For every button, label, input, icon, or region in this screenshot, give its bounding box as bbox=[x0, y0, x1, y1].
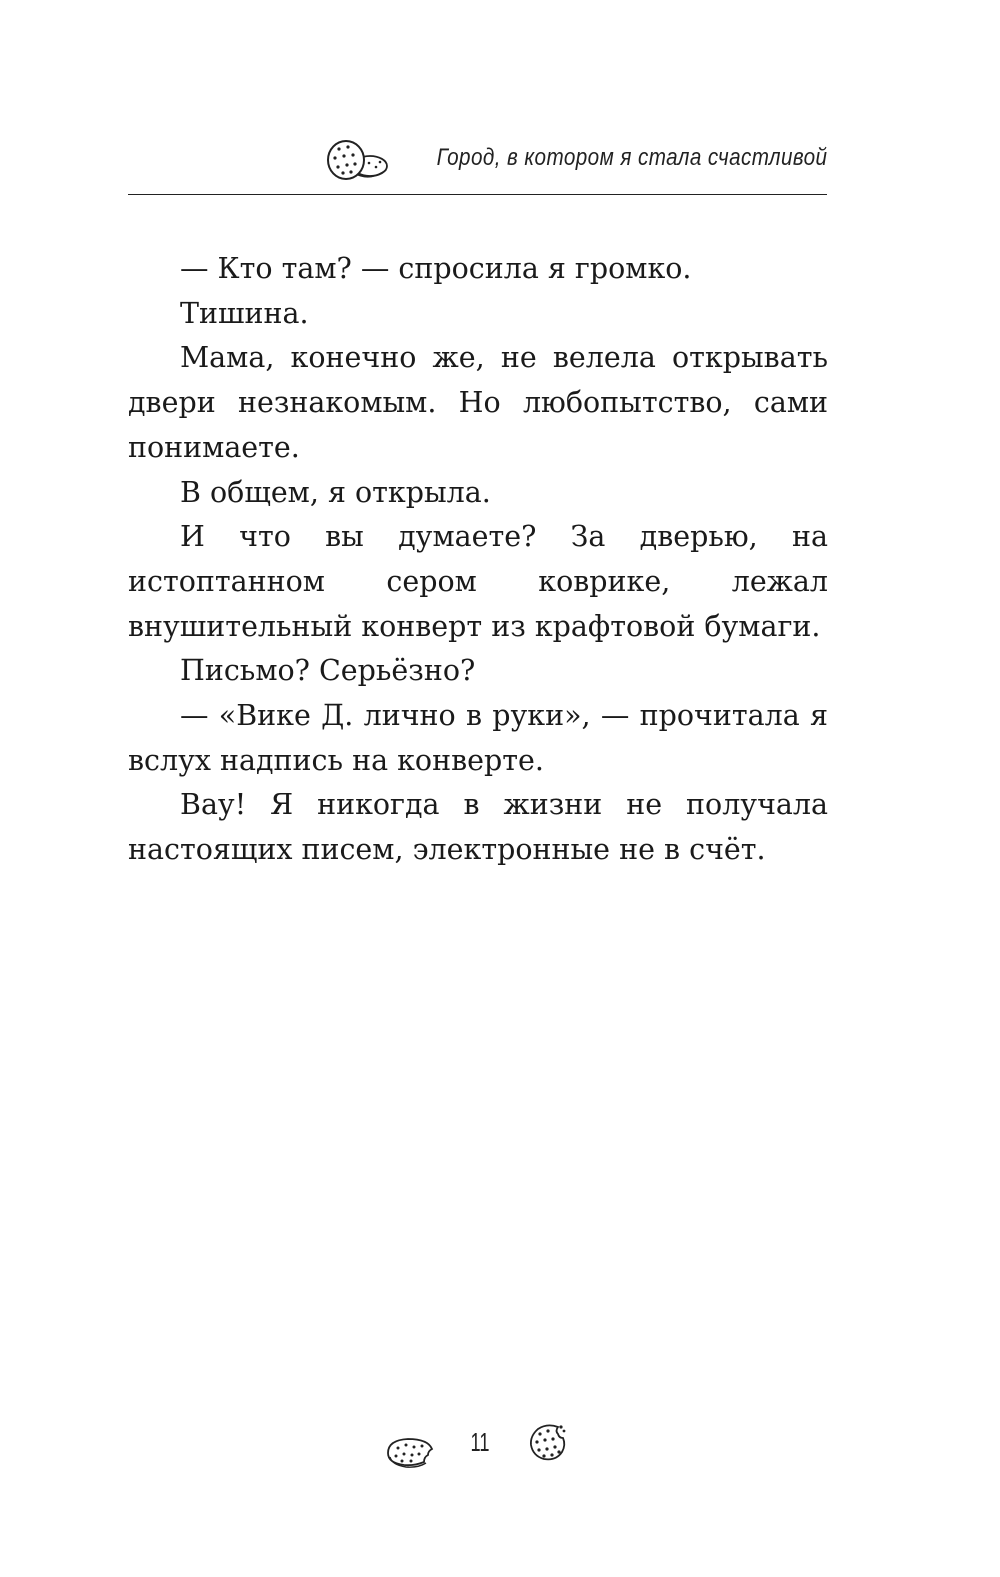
running-header bbox=[128, 128, 827, 195]
paragraph: В общем, я открыла. bbox=[180, 475, 491, 509]
paragraph: Письмо? Серьёзно? bbox=[180, 654, 476, 688]
paragraph: И что вы думаете? За дверью, на истоптанном сером коврике, лежал внушительный конверт из крафтовой бумаги. bbox=[128, 520, 828, 643]
page-footer bbox=[0, 1415, 1000, 1475]
page-number: 11 bbox=[470, 1427, 490, 1457]
paragraph: — «Вике Д. лично в руки», — прочитала я вслух надпись на конверте. bbox=[128, 699, 828, 777]
paragraph: Вау! Я никогда в жизни не получала настоящих писем, электронные не в счёт. bbox=[128, 788, 828, 867]
paragraph: — Кто там? — спросила я громко. bbox=[180, 252, 692, 285]
cookies-icon bbox=[324, 136, 390, 186]
cookie-icon bbox=[527, 1421, 569, 1463]
body-text bbox=[128, 247, 828, 873]
paragraph: Мама, конечно же, не велела открывать двери незнакомым. Но любопытство, сами понимаете. bbox=[128, 341, 828, 464]
bitten-cookie-icon bbox=[384, 1435, 436, 1469]
running-title: Город, в котором я стала счастливой bbox=[436, 144, 827, 171]
paragraph: Тишина. bbox=[180, 296, 309, 330]
